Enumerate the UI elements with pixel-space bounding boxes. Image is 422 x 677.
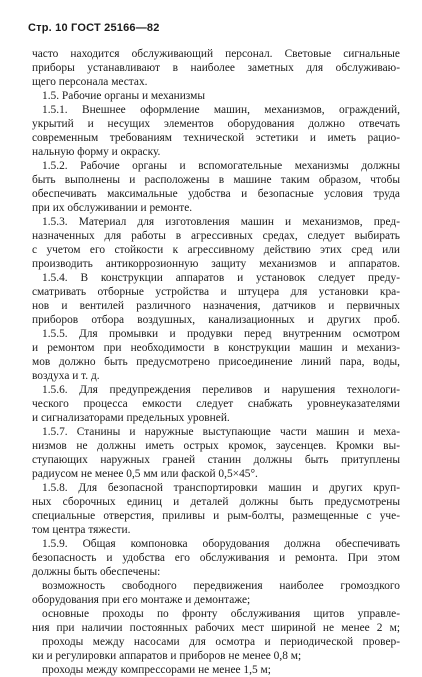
text-line: 1.5.6. Для предупреждения переливов и нарушения технологи- (42, 384, 400, 396)
text-line: часто находится обслуживающий персонал. Световые сигнальные (32, 48, 400, 60)
text-line: 1.5.8. Для безопасной транспортировки машин и других круп- (42, 482, 400, 494)
text-line: 1.5.4. В конструкции аппаратов и установок следует преду- (42, 272, 400, 284)
text-line: мов должно быть предусмотрено присоединение линий пара, воды, (32, 356, 400, 368)
text-line: нальную форму и окраску. (32, 146, 161, 158)
text-line: современным требованиям технической эстетики и иметь рацио- (32, 132, 400, 144)
text-line: ния при наличии постоянных рабочих мест шириной не менее 2 м; (32, 622, 400, 634)
text-line: и ремонтом при необходимости в конструкции машин и механиз- (32, 342, 400, 354)
text-line: нов и вентилей различного назначения, датчиков и первичных (32, 300, 400, 312)
text-line: ки и регулировки аппаратов и приборов не менее 0,8 м; (32, 650, 302, 662)
text-line: 1.5.7. Станины и наружные выступающие части машин и меха- (42, 426, 400, 438)
text-line: назначенных для работы в агрессивных средах, следует выбирать (32, 230, 400, 242)
text-line: щего персонала местах. (32, 76, 148, 88)
text-line: 1.5.5. Для промывки и продувки перед внутренним осмотром (42, 328, 400, 340)
text-line: 1.5.1. Внешнее оформление машин, механизмов, ограждений, (42, 104, 400, 116)
text-line: оборудования при его монтаже и демонтаже; (32, 594, 251, 606)
text-line: укрытий и несущих элементов оборудования должно отвечать (32, 118, 400, 130)
text-line: обеспечивать максимальные удобства и безопасные условия труда (32, 188, 400, 200)
text-line: 1.5.9. Общая компоновка оборудования должна обеспечивать (42, 538, 400, 550)
text-line: радиусом не менее 0,5 мм или фаской 0,5×45°. (32, 468, 258, 480)
text-line: ных сборочных единиц и деталей должны быть предусмотрены (32, 496, 400, 508)
text-line: специальные отверстия, приливы и рым-болты, размещенные с уче- (32, 510, 400, 522)
text-line: безопасность и удобства его обслуживания и ремонта. При этом (32, 552, 400, 564)
text-line: ступающих наружных граней станин должны быть притуплены (32, 454, 400, 466)
text-line: воздуха и т. д. (32, 370, 100, 382)
text-line: при их обслуживании и ремонте. (32, 202, 193, 214)
document-body (32, 47, 400, 677)
text-line: сматривать отборные устройства и штуцера для установки кра- (32, 286, 400, 298)
text-line: быть выполнены и расположены в машине таким образом, чтобы (32, 174, 400, 186)
text-line: 1.5.2. Рабочие органы и вспомогательные механизмы должны (42, 160, 400, 172)
text-line: основные проходы по фронту обслуживания щитов управле- (42, 608, 400, 620)
text-line: производить антикоррозионную защиту механизмов и аппаратов. (32, 258, 400, 270)
text-line: 1.5. Рабочие органы и механизмы (42, 90, 206, 102)
text-line: ческого процесса емкости следует снабжать уровнеуказателями (32, 398, 400, 410)
text-line: должны быть обеспечены: (32, 566, 161, 578)
text-line: приборы устанавливают в наиболее заметных для обслуживаю- (32, 62, 400, 74)
text-line: низмов не должны иметь острых кромок, заусенцев. Кромки вы- (32, 440, 400, 452)
text-line: возможность свободного передвижения наиболее громоздкого (42, 580, 400, 592)
text-line: и сигнализаторами предельных уровней. (32, 412, 230, 424)
text-line: 1.5.3. Материал для изготовления машин и механизмов, пред- (42, 216, 400, 228)
text-line: том центра тяжести. (32, 524, 131, 536)
text-line: проходы между насосами для осмотра и периодической провер- (42, 636, 400, 648)
text-line: приборов отбора воздушных, канализационных и других проб. (32, 314, 400, 326)
text-line: проходы между компрессорами не менее 1,5 м; (42, 664, 271, 676)
text-line: с учетом его стойкости к агрессивному действию этих сред или (32, 244, 400, 256)
page-header: Стр. 10 ГОСТ 25166—82 (28, 22, 160, 34)
